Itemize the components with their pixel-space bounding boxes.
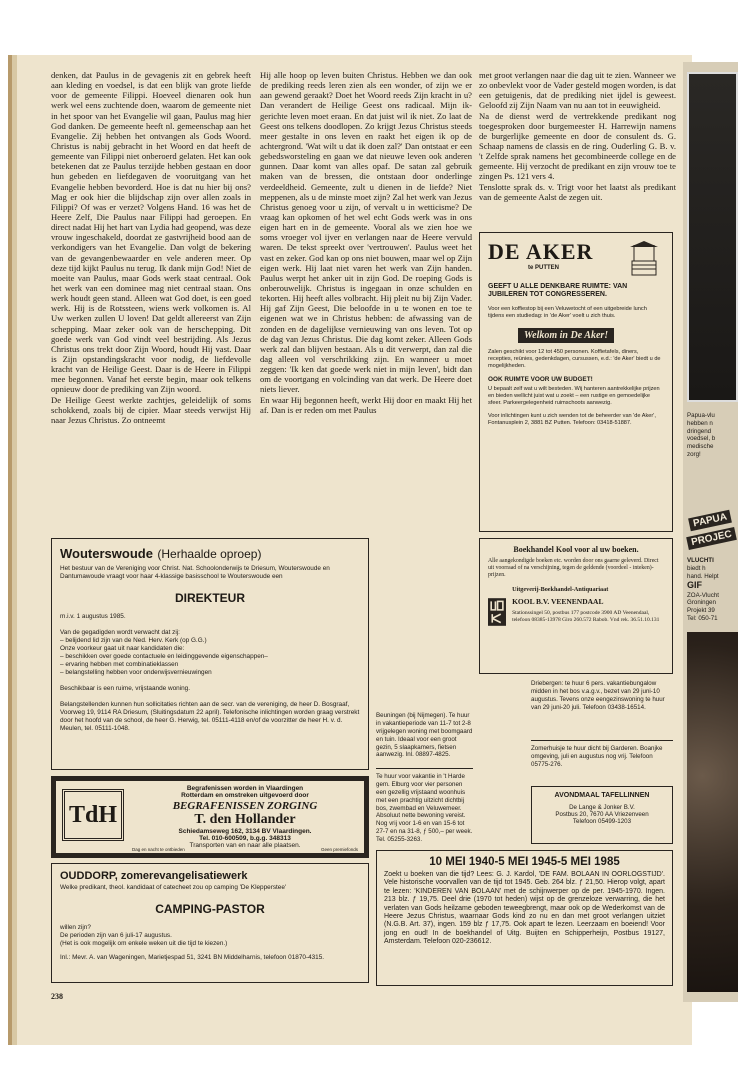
ubk-logo <box>488 586 506 638</box>
article-column-1: denken, dat Paulus in de gevagenis zit en gebrek heeft aan kleding en voedsel, is dat een blijk van grote liefde voor de gemeente Filippi. Hoeveel dienaren ook hun werk wel eens zuchtende doen, waarom de gemeente niet in het spoor van het Evangelie wil gaan, Paulus mag hier God danken. De gemeente heeft nl. gemeenschap aan het Evangelie. Zij hebben het ontvangen als Gods Woord. Christus is nabij gebracht in het Woord en dat heeft de gemeente van Filippi niet onberoerd gelaten. Het kan ook betekenen dat ze Paulus terzijde hebben gestaan en door hun gebeden en liefdegaven de vooruitgang van het Evangelie hebben bevorderd. Hoe is dat nu hier bij ons? Mag er ook hier die blijdschap zijn over allen zoals in Filippi? Of was er verzet? Volgens Hand. 16 was het de Heere Zelf, Die Paulus naar Filippi had geroepen. En direct nadat Hij het hart van Lydia had geopend, was deze vrouw ingeschakeld, doordat ze gastvrijheid bood aan de verkondigers van het Evangelie. Dan volgt de bekering van de gevangenbewaarder en vele anderen meer. Op deze tijd kijkt Paulus nu terug. Ik dank mijn God! Niet de moeite van Paulus, maar Gods werk staat centraal. Ook het werk van een dominee mag niet centraal staan. Ons werk houdt geen stand. Alleen wat God doet, is een goed werk. Hij is de Rotssteen, wiens werk volkomen is. Al Uw werken zullen U loven! Dat geldt allereerst van Zijn schepping. Maar zeker ook van de herschepping. Dit goede werk van God vindt veel bestrijding. Als Jezus Christus ons trekt door Zijn Woord, houdt Hij vast. Daar is Zijn opstandingskracht voor nodig, de liefdevolle kracht van de Heilige Geest. Daar is de Heere in Filippi mee begonnen. Vanaf het eerste begin, maar ook telkens opnieuw door de prediking van Zijn woord. De Heilige Geest werkte zachtjes, geleidelijk of soms schokkend, zoals bij de cipier. Maar steeds verwijst Hij naar Jezus Christus. Zo ontneemt <box>51 70 251 425</box>
vlucht-text: VLUCHTI biedt h hand. Helpt GIF ZOA-Vlucht Groningen Projekt 39 Tel: 050-71 <box>687 557 719 622</box>
divider <box>531 740 673 741</box>
aker-contact: Voor inlichtingen kunt u zich wenden tot de beheerder van 'de Aker', Fontanusplein 2, 3881 BZ Putten. Telefoon: 03418-51887. <box>488 412 656 426</box>
beuningen-ad: Beuningen (bij Nijmegen). Te huur in vakantieperiode van 11-7 tot 2-8 vrijgelegen woning met boomgaard en tuin. Ideaal voor een groot gezin, 5 slaapkamers, fietsen aanwezig. Inl. 08897-4825. <box>376 712 473 759</box>
aker-title: DE AKER <box>488 239 594 264</box>
funeral-line1: Begrafenissen worden in Vlaardingen <box>186 785 304 792</box>
ouddorp-ad <box>51 863 369 983</box>
mei-title: 10 MEI 1940-5 MEI 1945-5 MEI 1985 <box>429 856 620 868</box>
avondmaal-l2: Postbus 20, 7670 AA Vriezenveen <box>555 811 649 818</box>
well-illustration <box>624 239 664 279</box>
garderen-ad: Zomerhuisje te huur dicht bij Garderen. Boanjke omgeving, juli en augustus nog vrij. Telefoon 05775-276. <box>531 745 663 768</box>
avondmaal-ad <box>531 786 673 844</box>
article-column-3: met groot verlangen naar die dag uit te zien. Wanneer we zo onbevlekt voor de Vader gesteld mogen worden, is dat een getuigenis, dat de prediking niet ijdel is geweest. Geloofd zij Zijn Naam van nu aan tot in eeuwigheid. Na de dienst werd de vertrekkende predikant nog toegesproken door burgemeester H. Harrewijn namens de burgerlijke gemeente en door de consulent ds. G. Schaap namens de classis en de ring. Ouderling G. B. v. 't Zelfde sprak namens het gecombineerde college en de gemeente. Hij verzocht de predikant en zijn vrouw toe te zingen Ps. 121 vers 4. Tenslotte sprak ds. v. Trigt voor het laatst als predikant van de gemeente Aalst de zegen uit. <box>479 70 676 202</box>
aker-budget: U bepaalt zelf wat u wilt besteden. Wij hanteren aantrekkelijke prijzen en bieden wellicht juist wat u zoekt – een rustige en gemoedelijke sfeer. Parkeergelegenheid ruimschoots aanwezig. <box>488 385 660 406</box>
mei-body: Zoekt u boeken van die tijd? Lees: G. J. Kardol, 'DE FAM. BOLAAN IN OORLOGSTIJD'. Vele historische voorvallen van de tijd tot 1945. Geb. 264 blz. ƒ 21,50. Hierop volgt, apart te lezen: 'KINDEREN VAN BOLAAN' met de schijnwerper op de per. 1945-1970. Ingen. 213 blz. ƒ 19,75. Deel drie (1970 tot heden) wijst op de grenzeloze verwarring, die het verlaten van Gods heilzame geboden teweegbrengt, maar ook op de Wederkomst van de Heere Jezus Christus, waarnaar Gods kind zo nu en dan met groot verlangen uitziet (N.G.B. Art. 37), ingen. 159 blz ƒ 17,75. Ook apart te lezen. Leerzaam en boeiend! Voor jong en oud! In de boekhandel of Uitg. Buijten en Schipperheijn, Postbus 19127, Amsterdam. Telefoon 020-236612. <box>384 871 665 946</box>
photo <box>687 72 738 402</box>
ouddorp-intro: Welke predikant, theol. kandidaat of catecheet zou op camping 'De Klepperstee' <box>60 884 287 891</box>
wouterswoude-requirements: Van de gegadigden wordt verwacht dat zij: – belijdend lid zijn van de Ned. Herv. Kerk (op G.G.) Onze voorkeur gaat uit naar kandidaten die: – beschikken over goede contactuele en leidinggevende eigenschappen– – ervaring hebben met combinatieklassen – belangstelling hebben voor onderwijsvernieuwingen <box>60 629 268 676</box>
kool-name: KOOL B.V. VEENENDAAL <box>512 596 604 606</box>
funeral-address: Schiedamseweg 162, 3134 BV Vlaardingen. <box>178 828 312 835</box>
funeral-logo: TdH <box>62 789 124 841</box>
aker-welcome: Welkom in De Aker! <box>518 328 614 343</box>
divider <box>376 768 473 769</box>
next-page-strip <box>683 62 738 1002</box>
funeral-transport: Transporten van en naar alle plaatsen. <box>189 842 301 849</box>
funeral-footer-right: Geen premiefonds <box>320 847 358 852</box>
papua-banner: PAPUA <box>688 510 732 532</box>
kool-address: Stationssingel 50, postbus 177 postcode 3900 AD Veenendaal, telefoon 08385-13978 Giro 260.572 Rabob. Vnd rek. 36.51.10.131 <box>512 609 660 623</box>
funeral-line2: Rotterdam en omstreken uitgevoerd door <box>181 792 309 799</box>
avondmaal-l3: Telefoon 05499-1203 <box>572 818 632 825</box>
mei-1940-book-ad <box>376 850 673 986</box>
page-number: 238 <box>51 992 63 1001</box>
child-photo <box>687 632 738 992</box>
ouddorp-note: (Het is ook mogelijk om enkele weken uit die tijd te kiezen.) <box>60 940 228 947</box>
kool-publisher: Uitgeverij-Boekhandel-Antiquariaat <box>512 585 609 593</box>
avondmaal-l1: De Lange & Jonker B.V. <box>569 804 635 811</box>
aker-budget-title: OOK RUIMTE VOOR UW BUDGET! <box>488 375 593 383</box>
aker-place: te PUTTEN <box>528 265 560 271</box>
wouterswoude-date: m.i.v. 1 augustus 1985. <box>60 613 126 620</box>
wouterswoude-title: Wouterswoude <box>60 546 153 561</box>
funeral-footer-left: Dag en nacht te ontbieden <box>132 847 185 852</box>
ouddorp-role: CAMPING-PASTOR <box>155 902 265 916</box>
avondmaal-title: AVONDMAAL TAFELLINNEN <box>554 792 650 799</box>
boekhandel-kool-ad <box>479 538 673 674</box>
article-column-2: Hij alle hoop op leven buiten Christus. Hebben we dan ook de prediking reeds leren zien als een wonder, of zijn we er aan gewend geraakt? Doet het Woord reeds Zijn kracht in u? Dan verandert de Heilige Geest ons radicaal. Mijn ik-gerichte leven moet eraan. En dat juist wil ik niet. Zo laat de Geest ons telkens doodlopen. Zo krijgt Jezus Christus steeds meer gestalte in ons leven en raakt het eigen ik op de achtergrond. 'Wat wilt u dat ik doen zal?' Dan ontstaat er een gebedsworsteling en gaan we dat nieuwe leven ook anderen gunnen. Daar komt van alles opaf. De satan zal gebruik maken van de bressen, die ontstaan door onderlinge verdeeldheid. Gemeente, zult u dienen in de liefde? Niet meppenen, als u de minste moet zijn? Zal het werk van Jezus Christus genoeg voor u zijn, of vervalt u in wetticisme? De vraag kan opkomen of het wel echt Gods werk was in ons eigen hart en in de gemeente. Vooral als we zien hoe we soms vroeger vol ijver en verlangen naar de Heere vervuld waren. De tekst spreekt over 'vertrouwen'. Paulus weet het vast en zeker. God kan op ons niet bouwen, maar wel op Zijn eigen werk. Hij laat niet varen het werk van Zijn handen. Paulus werpt het anker uit in zijn God. De roeping Gods is onberouwelijk. Christus is ingegaan in onze schulden en tekorten. Hij heeft alles volbracht. Hij pleit nu bij Zijn Vader. Hij gaf Zijn Geest, Die beloofde in u te wonen en toe te eigenen wat we in Christus hebben: de afwassing van de zonden en de dagelijkse vernieuwing van ons leven. Tot op de dag van Jezus Christus. Die dag komt zeker. Alleen Gods werk zal dan blijven bestaan. Als u dit verwerpt, dan zal die dag alleen vol verschrikking zijn. En wanneer u moet zeggen: 'Ik ken dat goede werk niet in mijn leven', bidt dan om de voortgang en volcinding van dat werk. De Heere doet niets liever. En waar Hij begonnen heeft, werkt Hij door en maakt Hij het af. Dan is er reden om met Paulus <box>260 70 472 415</box>
ouddorp-question: willen zijn? <box>60 924 91 931</box>
wouterswoude-role: DIREKTEUR <box>174 591 245 605</box>
wouterswoude-subtitle: (Herhaalde oproep) <box>157 547 262 561</box>
ouddorp-title: OUDDORP, zomerevangelisatiewerk <box>60 870 248 882</box>
aker-headline: GEEFT U ALLE DENKBARE RUIMTE: VAN JUBILEREN TOT CONGRESSEREN. <box>488 283 628 299</box>
wouterswoude-contact: Belangstellenden kunnen hun sollicitaties richten aan de secr. van de vereniging, de heer D. Bosgraaf, Voorweg 19, 9114 RA Driesum, (Sluitingsdatum 22 april). Telefonische inlichtingen worden graag verstrekt door het hoofd van de school, de heer G. Herwig, tel. 05111-4118 en/of de voorzitter de heer H. v. d. Meulen, tel. 05111-1048. <box>60 701 360 732</box>
ouddorp-period: De perioden zijn van 6 juli-17 augustus. <box>60 932 172 939</box>
kool-title: Boekhandel Kool voor al uw boeken. <box>513 545 639 554</box>
aker-intro: Voor een koffiestop bij een Veluwetocht of een uitgebreide lunch tijdens een studiedag: in 'de Aker' voelt u zich thuis. <box>488 305 647 319</box>
project-banner: PROJEC <box>686 527 737 550</box>
wouterswoude-ad <box>51 538 369 770</box>
driebergen-ad: Driebergen: te huur 6 pers. vakantiebungalow midden in het bos v.a.g.v., bezet van 29 juni-10 augustus. Tevens onze eengezinswoning te huur van 29 juni-20 juli. Telefoon 03438-16514. <box>531 680 665 711</box>
funeral-phone: Tel. 010-600509, b.g.g. 348313 <box>199 835 291 842</box>
wouterswoude-house: Beschikbaar is een ruime, vrijstaande woning. <box>60 685 191 692</box>
funeral-ad <box>51 776 369 858</box>
aker-halls: Zalen geschikt voor 12 tot 450 personen. Koffietafels, diners, recepties, reünies, gedenkdagen, cursussen, e.d.: 'de Aker' biedt u de mogelijkheden. <box>488 348 661 369</box>
papua-text: Papua-vlu hebben n dringend voedsel, b medische zorg! <box>687 412 716 458</box>
harde-ad: Te huur voor vakantie in 't Harde gem. Elburg voor vier personen een gezellig vrijstaand woonhuis met een prachtig uitzicht dichtbij bos, zwembad en Veluwemeer. Absoluut nette bewoning vereist. Nog vrij voor 1-6 en van 15-6 tot 27-7 en na 31-8, ƒ 500,– per week. Tel. 05255-3263. <box>376 773 473 843</box>
kool-body: Alle aangekondigde boeken etc. worden door ons gaarne geleverd. Direct uit voorraad of na verschijning, tegen de geldende (voordeel - inteken)-prijzen. <box>488 558 659 579</box>
funeral-brand: BEGRAFENISSEN ZORGING <box>172 800 318 812</box>
de-aker-ad <box>479 232 673 532</box>
ouddorp-contact: Inl.: Mevr. A. van Wageningen, Marietjespad 51, 3241 BN Middelharnis, telefoon 01870-4315. <box>60 954 325 961</box>
funeral-name: T. den Hollander <box>194 812 296 827</box>
wouterswoude-intro: Het bestuur van de Vereniging voor Christ. Nat. Schoolonderwijs te Driesum, Wouterswoude en Dantumawoude vraagt voor haar 4-klassige basisschool te Wouterswoude een <box>60 565 330 580</box>
